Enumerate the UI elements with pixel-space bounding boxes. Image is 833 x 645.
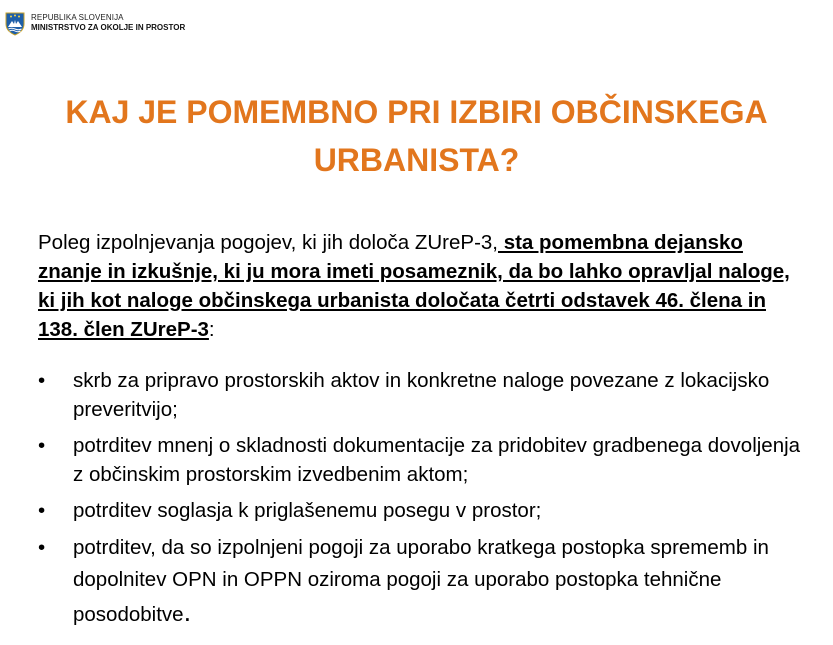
list-item (38, 496, 813, 525)
ministry-header (5, 12, 185, 36)
slide-title-line1: KAJ JE POMEMBNO PRI IZBIRI OBČINSKEGA (65, 94, 768, 130)
intro-paragraph (38, 228, 808, 344)
slide-title (20, 88, 813, 184)
intro-emphasis-text: sta pomembna dejansko znanje in izkušnje, ki ju mora imeti posameznik, da bo lahko opravljal naloge, ki jih kot naloge občinskega urbanista določata četrti odstavek 46. člena in 138. člen ZUreP-3 (38, 231, 790, 341)
list-item (38, 366, 813, 424)
list-item-text: potrditev soglasja k priglašenemu posegu v prostor; (73, 499, 542, 522)
list-item-text: potrditev mnenj o skladnosti dokumentacije za pridobitev gradbenega dovoljenja z občinskim prostorskim izvedbenim aktom; (73, 434, 801, 486)
slide-title-line2: URBANISTA? (313, 142, 520, 178)
list-item (38, 532, 813, 631)
tasks-list (38, 366, 813, 638)
list-item-period: . (183, 597, 192, 627)
bullet-icon: • (38, 536, 46, 559)
header-ministry: MINISTRSTVO ZA OKOLJE IN PROSTOR (31, 23, 186, 32)
bullet-icon: • (38, 369, 46, 392)
bullet-icon: • (38, 499, 46, 522)
list-item (38, 431, 813, 489)
bullet-icon: • (38, 434, 46, 457)
slovenia-coat-of-arms-icon (5, 12, 25, 36)
intro-colon: : (208, 318, 215, 341)
list-item-text: skrb za pripravo prostorskih aktov in konkretne naloge povezane z lokacijsko preveritvijo; (73, 369, 770, 421)
list-item-text: potrditev, da so izpolnjeni pogoji za uporabo kratkega postopka sprememb in dopolnitev OPN in OPPN oziroma pogoji za uporabo postopka tehnične posodobitve (73, 536, 769, 626)
header-country: REPUBLIKA SLOVENIJA (31, 13, 124, 22)
intro-plain-text: Poleg izpolnjevanja pogojev, ki jih določa ZUreP-3, (38, 231, 498, 254)
